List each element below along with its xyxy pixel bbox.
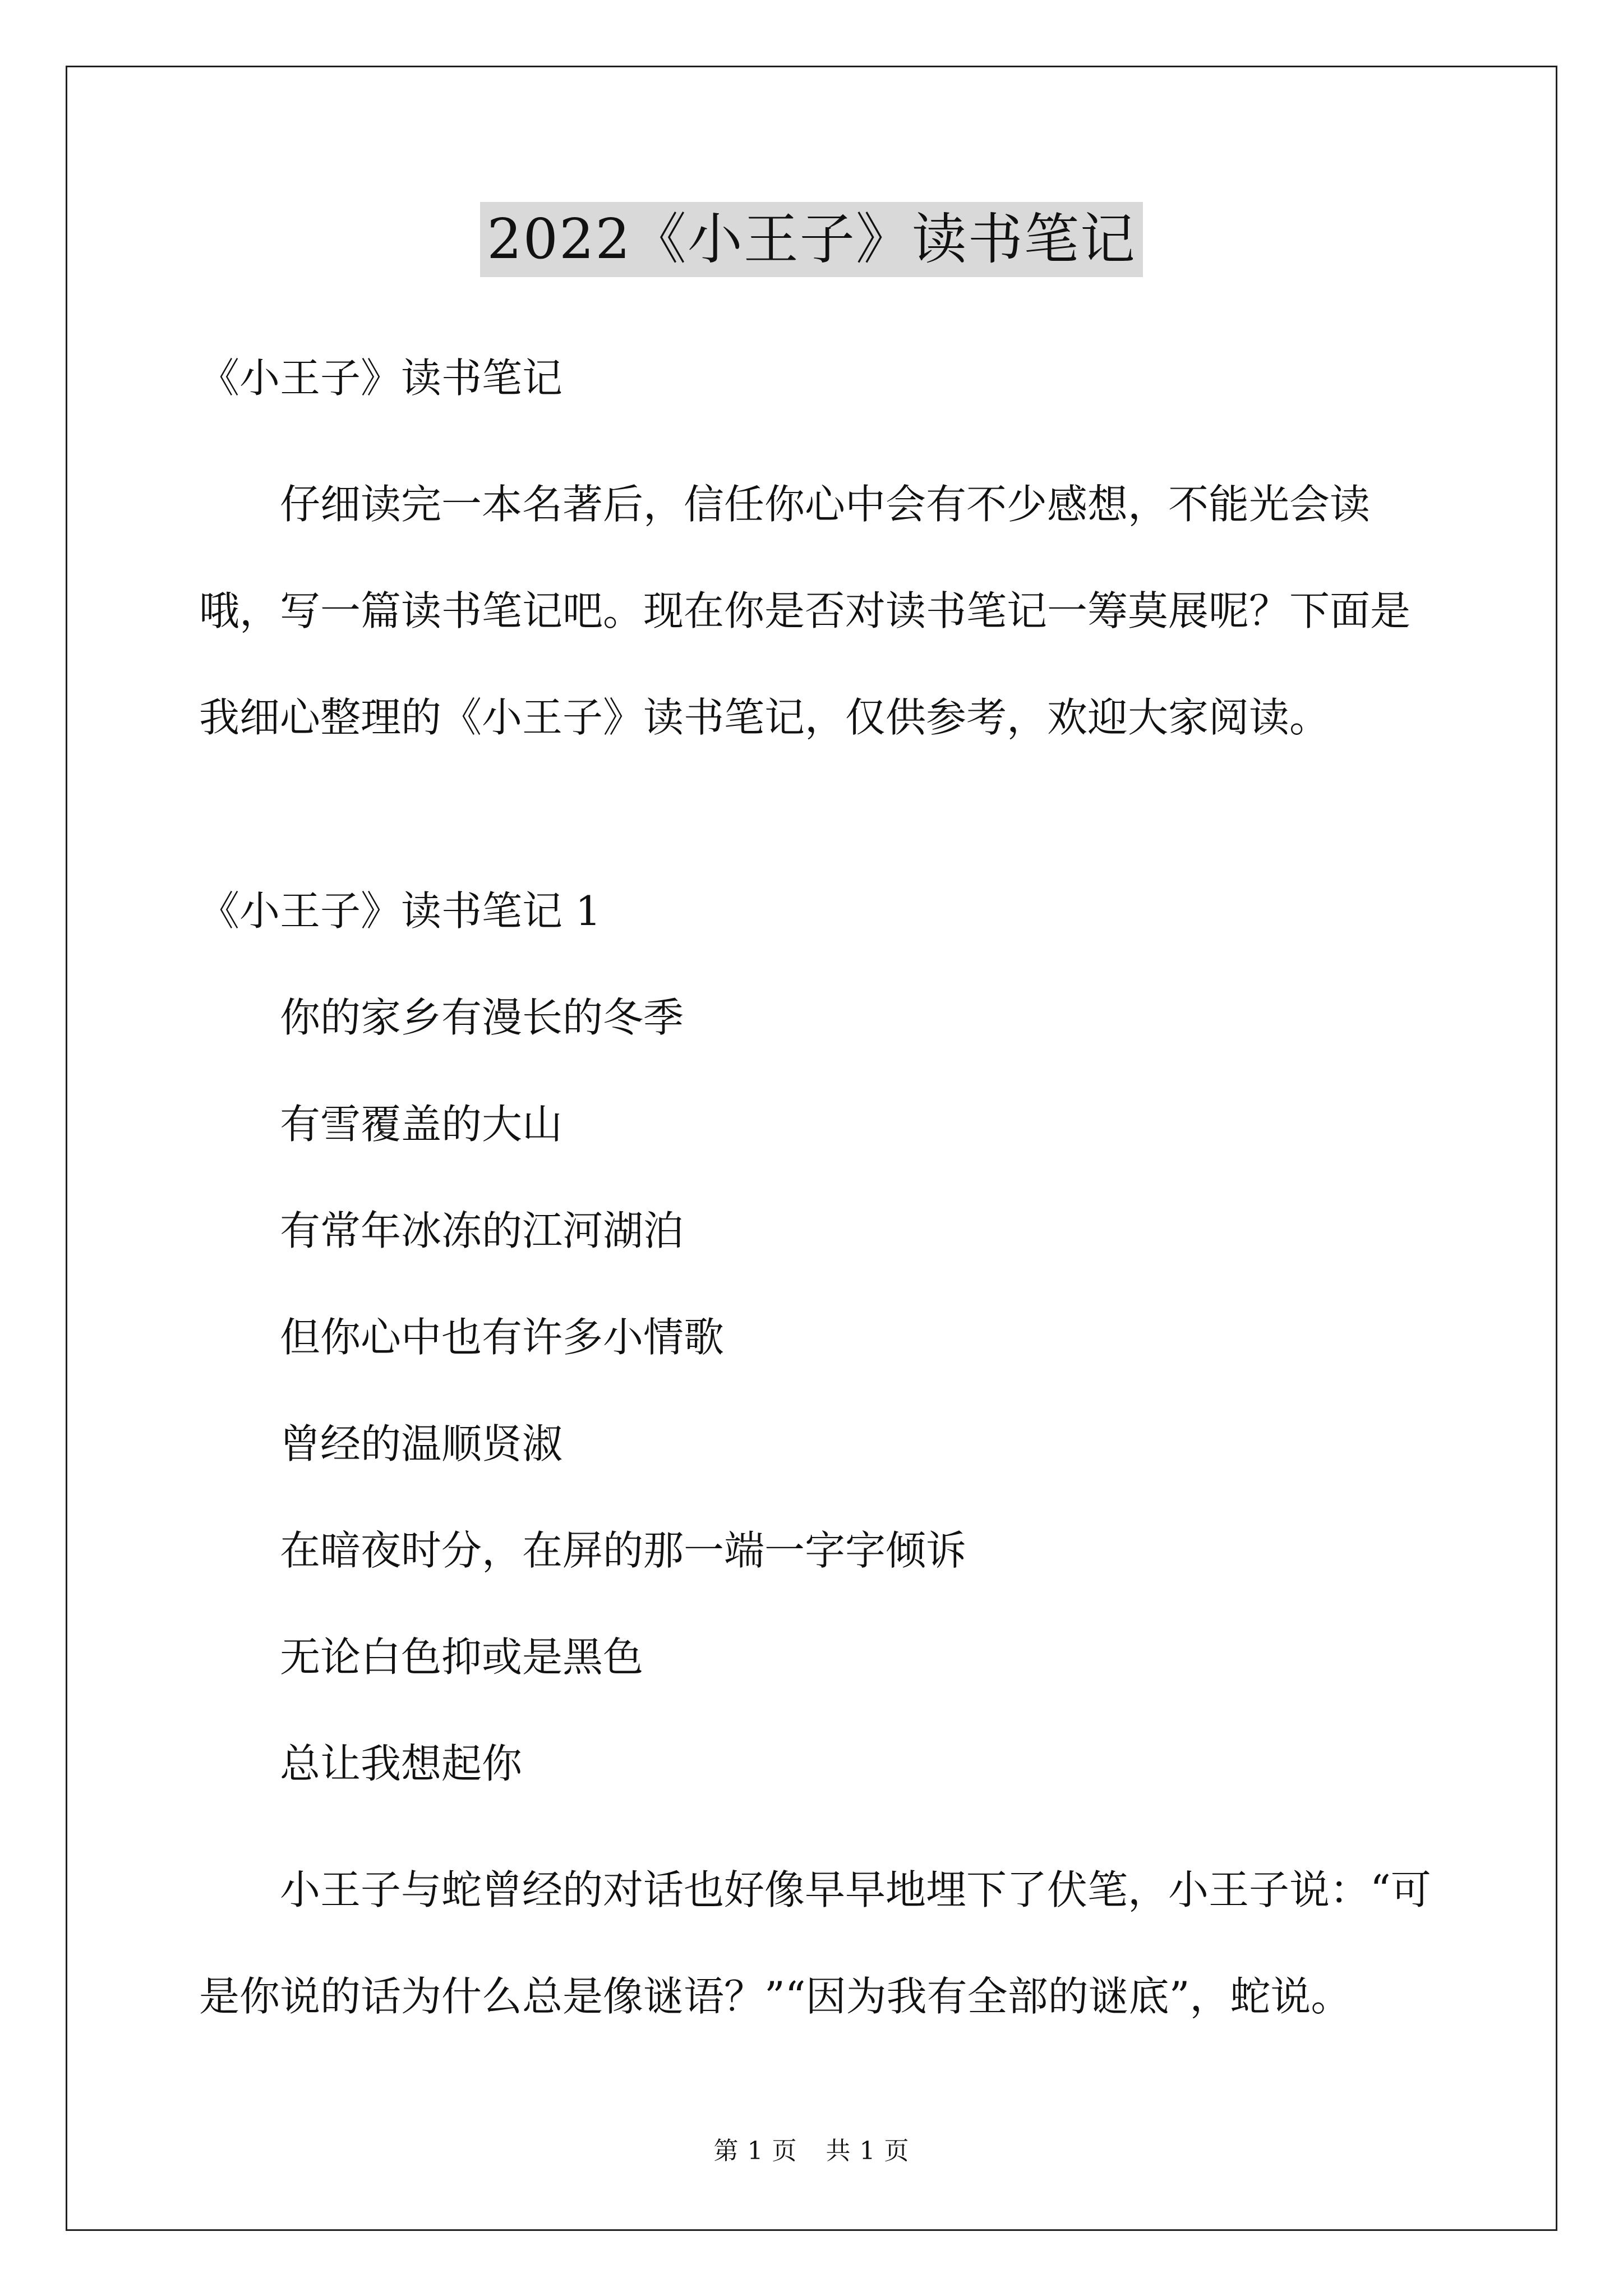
- poem-line: 在暗夜时分，在屏的那一端一字字倾诉: [280, 1527, 967, 1574]
- poem-line: 总让我想起你: [280, 1740, 523, 1787]
- document-title-wrapper: [0, 202, 1623, 277]
- intro-paragraph: 仔细读完一本名著后，信任你心中会有不少感想，不能光会读哦，写一篇读书笔记吧。现在你是否对读书笔记一筹莫展呢？下面是我细心整理的《小王子》读书笔记，仅供参考，欢迎大家阅读。: [199, 481, 1411, 741]
- poem-line: 曾经的温顺贤淑: [280, 1420, 563, 1467]
- page-footer: [0, 2131, 1623, 2166]
- page-total: 共 1 页: [826, 2137, 910, 2165]
- poem-line: 有雪覆盖的大山: [280, 1101, 563, 1148]
- poem-line: 无论白色抑或是黑色: [280, 1634, 644, 1681]
- body-paragraph: 小王子与蛇曾经的对话也好像早早地埋下了伏笔，小王子说：“可是你说的话为什么总是像谜语？”“因为我有全部的谜底”，蛇说。: [199, 1866, 1431, 2020]
- document-title: 2022《小王子》读书笔记: [480, 202, 1142, 277]
- spacer: [199, 771, 1444, 877]
- poem-line: 你的家乡有漫长的冬季: [280, 994, 684, 1041]
- section-heading: 《小王子》读书笔记 1: [199, 887, 601, 935]
- poem-line: 但你心中也有许多小情歌: [280, 1314, 725, 1361]
- document-body: [199, 344, 1444, 2050]
- poem-line: 有常年冰冻的江河湖泊: [280, 1207, 684, 1254]
- page-number: 第 1 页: [713, 2137, 797, 2165]
- subtitle: 《小王子》读书笔记: [199, 355, 563, 402]
